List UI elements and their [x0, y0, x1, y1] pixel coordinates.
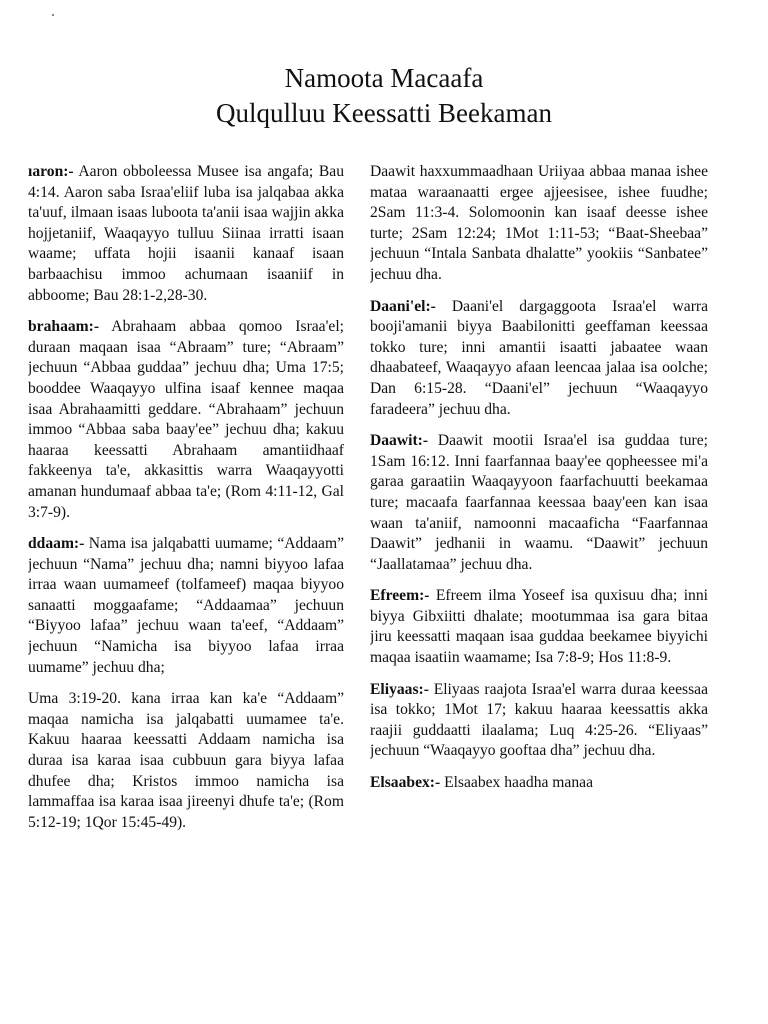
right-column [370, 162, 708, 1024]
entry-text: Daawit mootii Israa'el isa guddaa ture; 1Sam 16:12. Inni faarfannaa baay'ee qopheessee mi'a garaa garaatiin Waaqayyoon faarfachuutti beekamaa ture; macaafa faarfannaa keessaa baay'een kan isaa waan ta'aniif, namoonni macaaficha “Faarfannaa Daawit” jedhanii in waamu. “Daawit” jechuun “Jaallatamaa” jechuu dha. [370, 432, 708, 573]
entry-aaron [28, 162, 344, 306]
entry-text: Abrahaam abbaa qomoo Israa'el; duraan maqaan isaa “Abraam” ture; “Abraam” jechuun “Abbaa guddaa” jechuu dha; Uma 17:5; booddee Waaqayyo ulfina isaaf kennee maqaa isaa Abrahaamitti geddare. “Abrahaam” jechuun immoo “Abbaa saba baay'ee” jechuu dha; kakuu haaraa keessatti Abrahaam amantiidhaaf fakkeenya ta'e, akkasittis warra Waaqayyotti amanan hundumaaf abbaa ta'e; (Rom 4:11-12, Gal 3:7-9). [28, 318, 344, 521]
entry-term: ıaron:- [28, 163, 74, 180]
entry-term: Efreem:- [370, 587, 430, 605]
entry-term: Daawit:- [370, 432, 429, 450]
entry-text: Uma 3:19-20. kana irraa kan ka'e “Addaam” maqaa namicha isa jalqabatti uumamee ta'e. Kakuu haaraa keessatti Addaam namicha isa duraa isa karaa isaa cubbuun gara biyya lafaa dhufee dha; Kristos immoo namicha isa lammaffaa isa karaa isaa jireenyi dhufe ta'e; (Rom 5:12-19; 1Qor 15:45-49). [28, 690, 344, 831]
entry-term: Eliyaas:- [370, 680, 429, 698]
entry-addaam [28, 534, 344, 678]
entry-term: Elsaabex:- [370, 774, 441, 792]
page-title-line-2: Qulqulluu Keessatti Beekaman [216, 98, 552, 128]
entry-eliyaas [370, 680, 708, 762]
entry-daawit [370, 431, 708, 575]
entry-efreem [370, 586, 708, 668]
entry-addaam-continued [28, 689, 344, 833]
entry-term: ddaam:- [28, 535, 85, 553]
scan-speck [52, 14, 54, 16]
entry-term: brahaam:- [28, 318, 100, 336]
entry-text: Daawit haxxummaadhaan Uriiyaa abbaa manaa ishee mataa waraanaatti ergee ajjeesisee, ishee fuudhe; 2Sam 11:3-4. Solomoonin kan isaaf deesse ishee turte; 2Sam 12:24; 1Mot 1:11-53; “Baat-Sheebaa” jechuun “Intala Sanbata dhalatte” yookiis “Sanbatee” jechuu dha. [370, 163, 708, 283]
entry-text: Aaron obboleessa Musee isa angafa; Bau 4:14. Aaron saba Israa'eliif luba isa jalqabaa akka ta'uuf, ilmaan isaas luboota ta'anii isaa wajjin akka hojjetaniif, Waaqayyo tulluu Siinaa irratti isaan waame; uffata hojii isaanii kanaaf isaan barbaachisu immoo achumaan isaaniif in abboome; Bau 28:1-2,28-30. [28, 163, 344, 304]
entry-text: Daani'el dargaggoota Israa'el warra booji'amanii biyya Baabilonitti geeffaman keessaa tokko ture; inni amantii isaatti jabaatee waan dhaabateef, Waaqayyo afaan leencaa jalaa isa oolche; Dan 6:15-28. “Daani'el” jechuun “Waaqayyo faradeera” jechuu dha. [370, 297, 708, 418]
entry-text: Eliyaas raajota Israa'el warra duraa keessaa isa tokko; 1Mot 17; kakuu haaraa keessattis akka raajii guddaatti ilaalama; Luq 4:25-26. “Eliyaas” jechuun “Waaqayyo gooftaa dha” jechuu dha. [370, 680, 708, 760]
entry-baat-sheebaa-continued [370, 162, 708, 286]
entry-text: Nama isa jalqabatti uumame; “Addaam” jechuun “Nama” jechuu dha; namni biyyoo lafaa irraa waan uumameef (tolfameef) maqaa biyyoo sanaatti moggaafame; “Addaamaa” jechuun “Biyyoo lafaa” jechuu waan ta'eef, “Addaam” jechuun “Namicha isa biyyoo lafaa irraa uumame” jechuu dha; [28, 535, 344, 676]
entry-text: Elsaabex haadha manaa [440, 774, 593, 792]
entry-term: Daani'el:- [370, 297, 436, 315]
page-title-line-1: Namoota Macaafa [284, 63, 484, 93]
entry-abrahaam [28, 317, 344, 523]
entry-daaniel [370, 297, 708, 421]
entry-elsaabex [370, 773, 708, 794]
left-column [28, 162, 344, 1024]
entry-text: Efreem ilma Yoseef isa quxisuu dha; inni biyya Gibxiitti dhalate; mootummaa isa gara bitaa jiru keessatti maqaan isaa guddaa beekamee biyyichi maqaa isaatiin waamame; Isa 7:8-9; Hos 11:8-9. [370, 587, 708, 667]
